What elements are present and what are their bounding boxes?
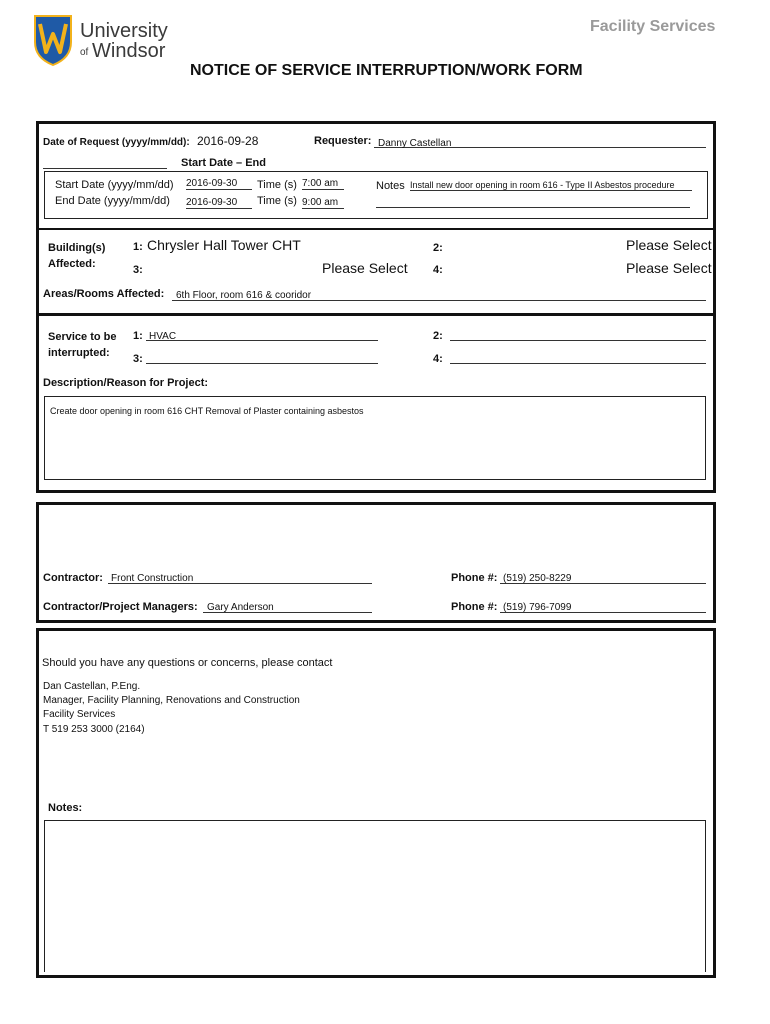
start-time-label: Time (s) xyxy=(257,179,297,191)
managers-value[interactable]: Gary Anderson xyxy=(207,602,274,613)
service-2-num: 2: xyxy=(433,330,443,342)
contact-phone: T 519 253 3000 (2164) xyxy=(43,724,145,735)
date-of-request-label: Date of Request (yyyy/mm/dd): xyxy=(43,137,190,148)
building-3-select[interactable]: Please Select xyxy=(322,260,408,276)
phone-2-value[interactable]: (519) 796-7099 xyxy=(503,602,572,613)
end-time-label: Time (s) xyxy=(257,195,297,207)
service-4-num: 4: xyxy=(433,353,443,365)
request-notes-value[interactable]: Install new door opening in room 616 - Type II Asbestos procedure xyxy=(410,180,692,191)
page-title: NOTICE OF SERVICE INTERRUPTION/WORK FORM xyxy=(190,62,583,79)
start-date-label: Start Date (yyyy/mm/dd) xyxy=(55,179,174,191)
service-label-1: Service to be xyxy=(48,331,117,343)
contact-name: Dan Castellan, P.Eng. xyxy=(43,681,141,692)
start-date-value[interactable]: 2016-09-30 xyxy=(186,178,252,190)
areas-rooms-value[interactable]: 6th Floor, room 616 & cooridor xyxy=(176,290,312,301)
service-1-num: 1: xyxy=(133,330,143,342)
date-of-request-value[interactable]: 2016-09-28 xyxy=(197,134,259,148)
contact-role: Manager, Facility Planning, Renovations and Construction xyxy=(43,695,300,706)
end-date-value[interactable]: 2016-09-30 xyxy=(186,197,252,209)
end-time-value[interactable]: 9:00 am xyxy=(302,197,344,209)
notes-section-label: Notes: xyxy=(48,802,83,814)
service-3-field[interactable] xyxy=(146,363,378,364)
logo-line2: Windsor xyxy=(92,40,166,62)
phone-1-value[interactable]: (519) 250-8229 xyxy=(503,573,572,584)
start-end-label: Start Date – End xyxy=(181,157,266,169)
buildings-label-1: Building(s) xyxy=(48,242,106,254)
logo-of: of xyxy=(80,47,89,58)
phone-1-label: Phone #: xyxy=(451,572,498,584)
department-name: Facility Services xyxy=(590,18,716,35)
contractor-label: Contractor: xyxy=(43,572,103,584)
areas-rooms-label: Areas/Rooms Affected: xyxy=(43,288,165,300)
description-value: Create door opening in room 616 CHT Removal of Plaster containing asbestos xyxy=(50,406,364,416)
service-label-2: interrupted: xyxy=(48,347,110,359)
logo-line1: University xyxy=(80,20,168,42)
description-label: Description/Reason for Project: xyxy=(43,377,209,389)
managers-label: Contractor/Project Managers: xyxy=(43,601,198,613)
phone-2-label: Phone #: xyxy=(451,601,498,613)
building-3-num: 3: xyxy=(133,264,143,276)
notes-label: Notes xyxy=(376,180,405,192)
building-4-num: 4: xyxy=(433,264,443,276)
shield-icon xyxy=(33,14,73,66)
service-2-field[interactable] xyxy=(450,340,706,341)
contractor-value[interactable]: Front Construction xyxy=(111,573,194,584)
contact-dept: Facility Services xyxy=(43,709,116,720)
building-4-select[interactable]: Please Select xyxy=(626,260,712,276)
service-4-field[interactable] xyxy=(450,363,706,364)
building-1-num: 1: xyxy=(133,241,143,253)
requester-label: Requester: xyxy=(314,135,372,147)
building-2-select[interactable]: Please Select xyxy=(626,237,712,253)
building-1-select[interactable]: Chrysler Hall Tower CHT xyxy=(147,237,301,253)
requester-value[interactable]: Danny Castellan xyxy=(378,138,452,149)
notes-box[interactable] xyxy=(44,820,706,972)
building-2-num: 2: xyxy=(433,242,443,254)
service-3-num: 3: xyxy=(133,353,143,365)
start-time-value[interactable]: 7:00 am xyxy=(302,178,344,190)
service-1-value[interactable]: HVAC xyxy=(149,331,177,342)
end-date-label: End Date (yyyy/mm/dd) xyxy=(55,195,170,207)
contact-intro: Should you have any questions or concerns, please contact xyxy=(42,657,333,669)
buildings-label-2: Affected: xyxy=(48,258,96,270)
university-logo xyxy=(33,14,173,68)
